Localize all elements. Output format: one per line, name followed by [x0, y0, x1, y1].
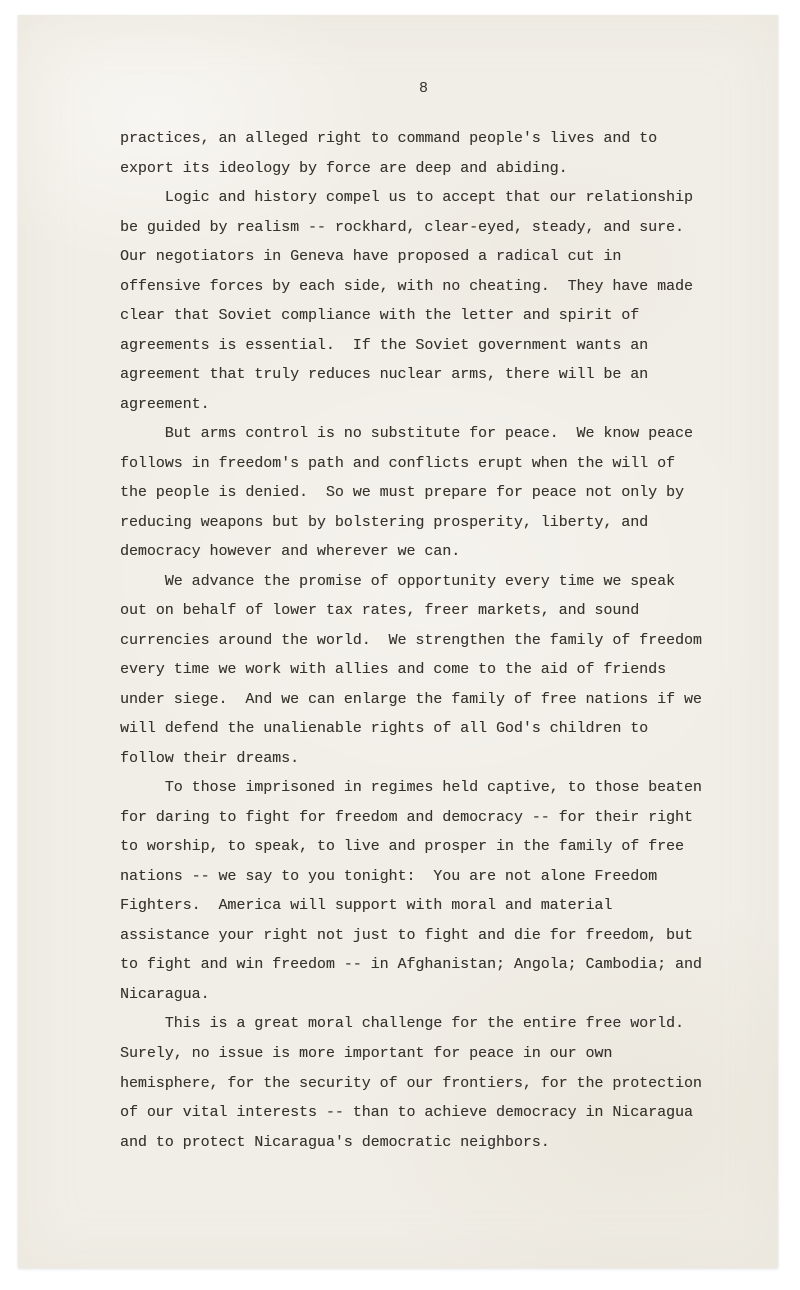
- paragraph: [120, 567, 720, 774]
- text-line: the people is denied. So we must prepare for peace not only by: [120, 484, 684, 502]
- text-line: agreement.: [120, 395, 210, 413]
- text-line: practices, an alleged right to command people's lives and to: [120, 130, 658, 147]
- text-line: will defend the unalienable rights of all God's children to: [120, 720, 649, 738]
- text-line: Logic and history compel us to accept that our relationship: [120, 189, 693, 207]
- text-line: offensive forces by each side, with no cheating. They have made: [120, 277, 693, 295]
- text-body: [120, 124, 720, 1157]
- text-line: agreements is essential. If the Soviet government wants an: [120, 336, 649, 354]
- text-line: of our vital interests -- than to achieve democracy in Nicaragua: [120, 1104, 693, 1122]
- paragraph: [120, 183, 720, 419]
- text-line: But arms control is no substitute for peace. We know peace: [120, 425, 693, 443]
- text-line: To those imprisoned in regimes held captive, to those beaten: [120, 779, 702, 797]
- text-line: to fight and win freedom -- in Afghanistan; Angola; Cambodia; and: [120, 956, 702, 974]
- text-line: clear that Soviet compliance with the letter and spirit of: [120, 307, 640, 325]
- text-line: to worship, to speak, to live and prosper in the family of free: [120, 838, 684, 856]
- text-line: agreement that truly reduces nuclear arms, there will be an: [120, 366, 649, 384]
- text-line: This is a great moral challenge for the entire free world.: [120, 1015, 684, 1033]
- text-line: Fighters. America will support with moral and material: [120, 897, 613, 915]
- paragraph: [120, 773, 720, 1009]
- text-line: hemisphere, for the security of our frontiers, for the protection: [120, 1074, 702, 1092]
- text-line: and to protect Nicaragua's democratic neighbors.: [120, 1133, 550, 1151]
- text-line: for daring to fight for freedom and democracy -- for their right: [120, 808, 693, 826]
- text-line: follows in freedom's path and conflicts erupt when the will of: [120, 454, 675, 472]
- text-line: out on behalf of lower tax rates, freer markets, and sound: [120, 602, 640, 620]
- page-number: 8: [419, 80, 429, 97]
- scanned-page: [18, 15, 778, 1268]
- text-line: We advance the promise of opportunity every time we speak: [120, 572, 675, 590]
- text-line: Nicaragua.: [120, 985, 210, 1003]
- paragraph: [120, 124, 720, 183]
- text-line: democracy however and wherever we can.: [120, 543, 461, 561]
- text-line: every time we work with allies and come to the aid of friends: [120, 661, 667, 679]
- text-line: reducing weapons but by bolstering prosperity, liberty, and: [120, 513, 649, 531]
- text-line: Our negotiators in Geneva have proposed a radical cut in: [120, 248, 622, 266]
- text-line: nations -- we say to you tonight: You are not alone Freedom: [120, 867, 658, 885]
- text-line: currencies around the world. We strengthen the family of freedom: [120, 631, 702, 649]
- text-line: under siege. And we can enlarge the family of free nations if we: [120, 690, 702, 708]
- text-line: Surely, no issue is more important for peace in our own: [120, 1044, 613, 1062]
- text-line: follow their dreams.: [120, 749, 300, 767]
- text-line: be guided by realism -- rockhard, clear-eyed, steady, and sure.: [120, 218, 684, 236]
- text-line: export its ideology by force are deep and abiding.: [120, 159, 568, 177]
- text-line: assistance your right not just to fight and die for freedom, but: [120, 926, 693, 944]
- paragraph: [120, 1009, 720, 1157]
- paragraph: [120, 419, 720, 567]
